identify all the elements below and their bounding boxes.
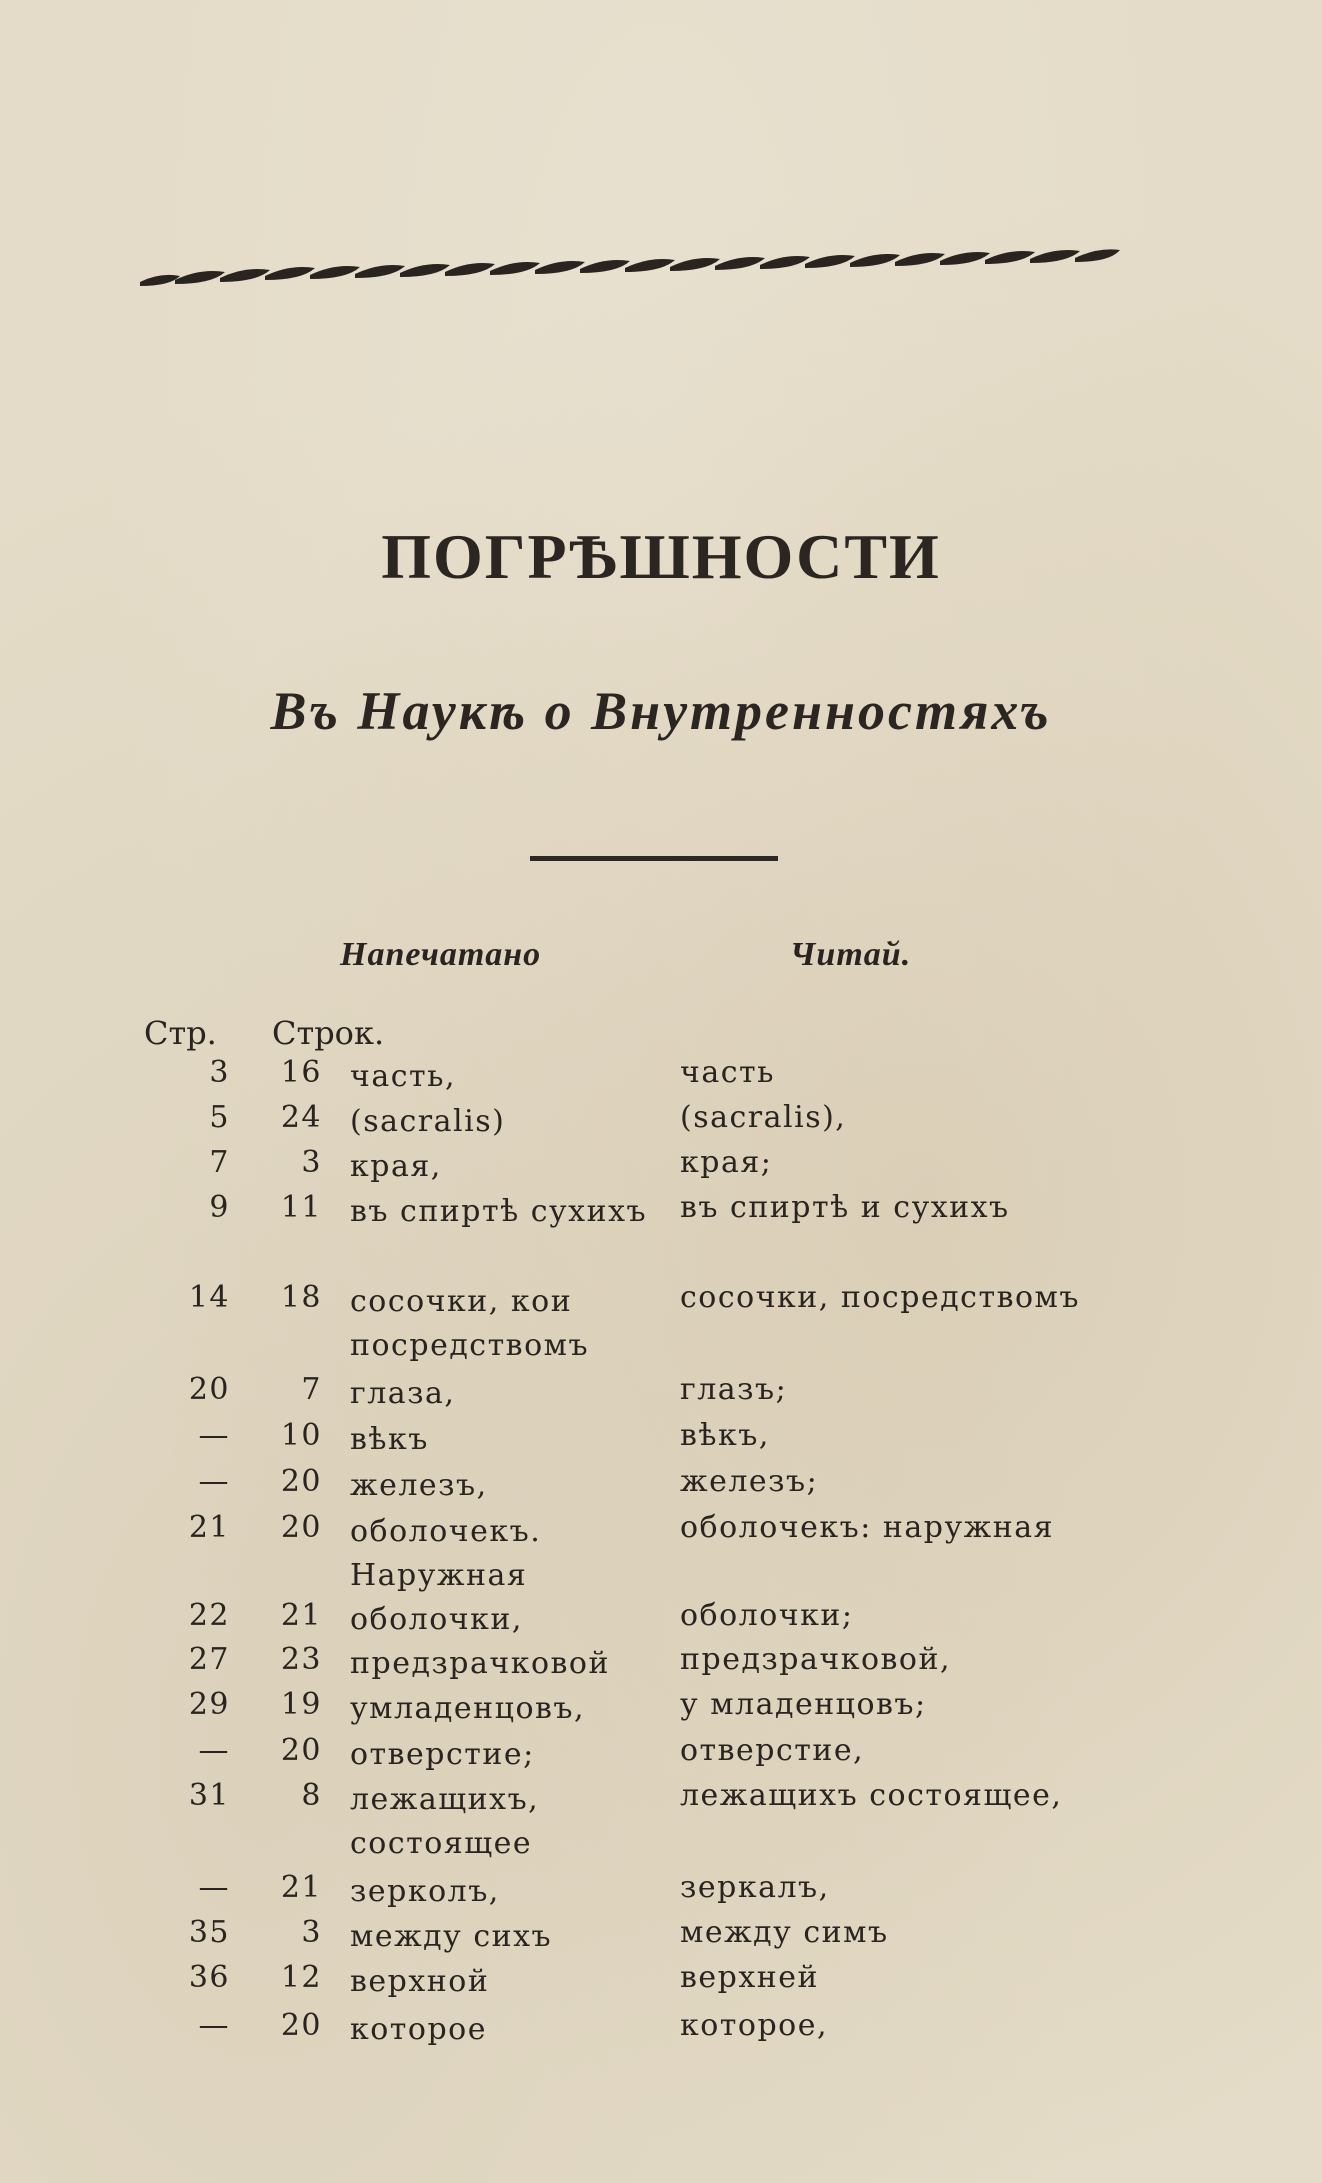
row-line: 7 <box>301 1372 322 1407</box>
row-page: 20 <box>188 1372 230 1407</box>
row-read: которое, <box>680 2008 829 2043</box>
row-printed: железъ, <box>350 1468 488 1503</box>
row-line: 3 <box>301 1915 322 1950</box>
row-read: у младенцовъ; <box>680 1687 927 1722</box>
row-printed: глаза, <box>350 1376 456 1411</box>
row-printed: вѣкъ <box>350 1422 429 1457</box>
row-page: 35 <box>188 1915 230 1950</box>
row-line: 11 <box>280 1190 322 1225</box>
row-page: — <box>198 1418 230 1453</box>
row-line: 23 <box>280 1642 322 1677</box>
row-page: — <box>198 2008 230 2043</box>
row-read: края; <box>680 1145 773 1180</box>
row-line: 24 <box>280 1100 322 1135</box>
row-printed: отверстие; <box>350 1737 535 1772</box>
ornamental-rule <box>140 242 1120 298</box>
row-printed: оболочекъ. Наружная <box>350 1514 542 1593</box>
column-header-read: Читай. <box>790 936 912 973</box>
row-line: 12 <box>280 1960 322 1995</box>
row-page: 22 <box>188 1598 230 1633</box>
row-read: сосочки, посредствомъ <box>680 1280 1080 1315</box>
row-printed: сосочки, кои посредствомъ <box>350 1284 590 1363</box>
row-page: 7 <box>209 1145 230 1180</box>
row-printed: (sacralis) <box>350 1104 506 1139</box>
row-line: 20 <box>280 1464 322 1499</box>
row-page: 31 <box>188 1778 230 1813</box>
row-printed: края, <box>350 1149 442 1184</box>
row-printed: умладенцовъ, <box>350 1691 586 1726</box>
row-line: 16 <box>280 1055 322 1090</box>
row-page: 21 <box>188 1510 230 1545</box>
row-read: оболочки; <box>680 1598 854 1633</box>
row-printed: часть, <box>350 1059 456 1094</box>
table-header-page: Стр. <box>144 1014 217 1052</box>
row-line: 19 <box>280 1687 322 1722</box>
row-read: часть <box>680 1055 775 1090</box>
row-line: 10 <box>280 1418 322 1453</box>
row-page: — <box>198 1733 230 1768</box>
row-read: зеркалъ, <box>680 1870 830 1905</box>
row-read: предзрачковой, <box>680 1642 952 1677</box>
row-line: 21 <box>280 1870 322 1905</box>
row-read: (sacralis), <box>680 1100 847 1135</box>
row-page: 3 <box>209 1055 230 1090</box>
row-line: 20 <box>280 2008 322 2043</box>
row-read: глазъ; <box>680 1372 788 1407</box>
page-subtitle: Въ Наукѣ о Внутренностяхъ <box>270 681 1052 741</box>
row-printed: между сихъ <box>350 1919 553 1954</box>
row-printed: оболочки, <box>350 1602 523 1637</box>
row-read: въ спиртѣ и сухихъ <box>680 1190 1010 1225</box>
row-printed: которое <box>350 2012 487 2047</box>
row-read: оболочекъ: наружная <box>680 1510 1055 1545</box>
row-page: 14 <box>188 1280 230 1315</box>
row-read: вѣкъ, <box>680 1418 770 1453</box>
row-read: железъ; <box>680 1464 819 1499</box>
row-read: между симъ <box>680 1915 889 1950</box>
row-line: 8 <box>301 1778 322 1813</box>
row-page: 9 <box>209 1190 230 1225</box>
row-line: 18 <box>280 1280 322 1315</box>
row-page: 29 <box>188 1687 230 1722</box>
row-page: — <box>198 1464 230 1499</box>
row-line: 20 <box>280 1510 322 1545</box>
row-line: 3 <box>301 1145 322 1180</box>
row-line: 20 <box>280 1733 322 1768</box>
row-page: 5 <box>209 1100 230 1135</box>
row-read: лежащихъ состоящее, <box>680 1778 1063 1813</box>
row-printed: лежащихъ, состоящее <box>350 1782 540 1861</box>
row-line: 21 <box>280 1598 322 1633</box>
row-page: 27 <box>188 1642 230 1677</box>
row-printed: верхной <box>350 1964 490 1999</box>
row-printed: въ спиртѣ сухихъ <box>350 1194 648 1229</box>
row-page: 36 <box>188 1960 230 1995</box>
table-header-line: Строк. <box>272 1014 385 1052</box>
divider-rule <box>530 856 778 861</box>
row-printed: зерколъ, <box>350 1874 500 1909</box>
column-header-printed: Напечатано <box>340 936 542 973</box>
page-title: ПОГРѢШНОСТИ <box>381 521 941 592</box>
row-printed: предзрачковой <box>350 1646 610 1681</box>
row-read: верхней <box>680 1960 820 1995</box>
row-page: — <box>198 1870 230 1905</box>
row-read: отверстие, <box>680 1733 865 1768</box>
